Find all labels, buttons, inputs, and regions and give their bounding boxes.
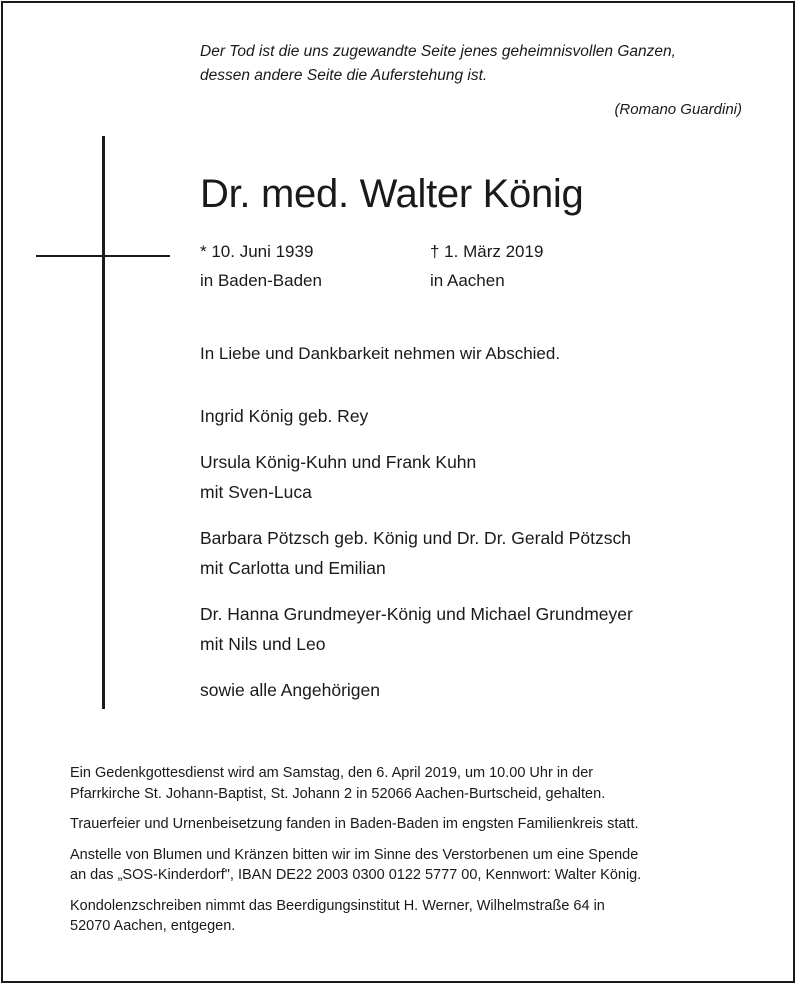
notice-line: Ein Gedenkgottesdienst wird am Samstag, den 6. April 2019, um 10.00 Uhr in der [70,765,594,781]
service-notices [70,763,760,947]
mourner-line: sowie alle Angehörigen [200,680,380,700]
mourner-group [200,675,633,705]
farewell-text: In Liebe und Dankbarkeit nehmen wir Abschied. [200,344,561,363]
death-info [430,237,543,295]
notice-paragraph [70,845,760,886]
quote-line: dessen andere Seite die Auferstehung ist. [200,67,488,84]
birth-info [200,237,322,295]
quote-line: Der Tod ist die uns zugewandte Seite jenes geheimnisvollen Ganzen, [200,43,676,60]
notice-paragraph [70,814,760,835]
mourner-line: mit Sven-Luca [200,482,312,502]
mourner-group [200,599,633,659]
mourner-line: Ursula König-Kuhn und Frank Kuhn [200,452,477,472]
notice-paragraph [70,763,760,804]
mourner-line: mit Nils und Leo [200,634,326,654]
notice-line: 52070 Aachen, entgegen. [70,918,236,934]
notice-line: Pfarrkirche St. Johann-Baptist, St. Johann 2 in 52066 Aachen-Burtscheid, gehalten. [70,785,606,802]
mourner-line: Ingrid König geb. Rey [200,406,369,426]
cross-icon-bar [36,255,170,257]
notice-line: Trauerfeier und Urnenbeisetzung fanden in Baden-Baden im engsten Familienkreis statt. [70,816,639,832]
deceased-name: Dr. med. Walter König [200,172,584,216]
epigraph-quote [200,40,742,118]
notice-line: Anstelle von Blumen und Kränzen bitten wir im Sinne des Verstorbenen um eine Spende [70,846,639,863]
death-date: † 1. März 2019 [430,242,544,261]
mourner-line: Barbara Pötzsch geb. König und Dr. Dr. Gerald Pötzsch [200,528,631,548]
notice-line: Kondolenzschreiben nimmt das Beerdigungsinstitut H. Werner, Wilhelmstraße 64 in [70,897,605,914]
mourner-line: Dr. Hanna Grundmeyer-König und Michael Grundmeyer [200,604,633,624]
notice-paragraph [70,896,760,937]
mourner-group [200,523,633,583]
mourner-line: mit Carlotta und Emilian [200,558,386,578]
mourners-list [200,401,633,721]
death-place: in Aachen [430,271,505,290]
birth-date: * 10. Juni 1939 [200,242,314,261]
mourner-group [200,401,633,431]
quote-author: (Romano Guardini) [614,101,742,118]
mourner-group [200,447,633,507]
notice-line: an das „SOS-Kinderdorf", IBAN DE22 2003 0300 0122 5777 00, Kennwort: Walter König. [70,867,642,883]
cross-icon [102,136,105,709]
birth-place: in Baden-Baden [200,271,322,290]
